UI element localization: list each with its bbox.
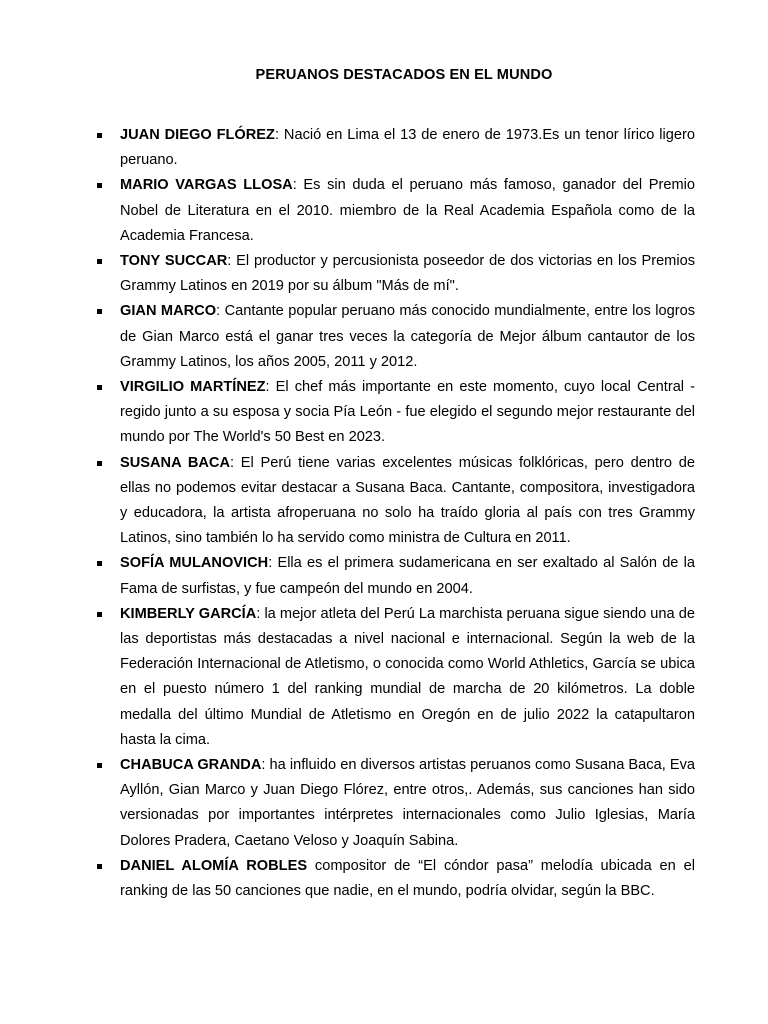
list-item [95,854,695,904]
list-item [95,299,695,375]
person-description: : El Perú tiene varias excelentes músicas folklóricas, pero dentro de ellas no podemos evitar destacar a Susana Baca. Cantante, compositora, investigadora y educadora, la artista afroperuana no solo ha traído gloria al país con tres Grammy Latinos, sino también lo ha servido como ministra de Cultura en 2011. [120,454,696,547]
list-item [95,375,695,451]
person-description: compositor de “El cóndor pasa” melodía ubicada en el ranking de las 50 canciones que nadie, en el mundo, podría olvidar, según la BBC. [120,857,695,900]
person-description: : Nació en Lima el 13 de enero de 1973.Es un tenor lírico ligero peruano. [120,127,696,169]
square-bullet-icon [97,461,102,466]
list-item [95,753,695,854]
square-bullet-icon [97,133,102,138]
list-item [95,123,695,173]
bullet-list [95,123,695,904]
person-name: KIMBERLY GARCÍA [120,605,257,622]
square-bullet-icon [97,309,102,314]
person-name: SUSANA BACA [120,454,230,471]
list-item [95,551,695,601]
list-item [95,602,695,753]
square-bullet-icon [97,612,102,617]
person-name: VIRGILIO MARTÍNEZ [120,379,266,396]
square-bullet-icon [97,259,102,264]
person-name: CHABUCA GRANDA [120,757,262,774]
person-description: : ha influido en diversos artistas peruanos como Susana Baca, Eva Ayllón, Gian Marco y Juan Diego Flórez, entre otros,. Además, sus canciones han sido versionadas por importantes intérpretes internacionales como Julio Iglesias, María Dolores Pradera, Caetano Veloso y Joaquín Sabina. [120,757,695,849]
square-bullet-icon [97,763,102,768]
person-name: JUAN DIEGO FLÓREZ [120,127,275,143]
person-description: : Es sin duda el peruano más famoso, ganador del Premio Nobel de Literatura en el 2010. miembro de la Real Academia Española como de la Academia Francesa. [120,177,695,244]
square-bullet-icon [97,561,102,566]
list-item [95,249,695,299]
list-item [95,173,695,249]
person-description: : Ella es el primera sudamericana en ser exaltado al Salón de la Fama de surfistas, y fue campeón del mundo en 2004. [120,555,695,597]
person-name: DANIEL ALOMÍA ROBLES [120,857,308,874]
square-bullet-icon [97,864,102,869]
document-title: PERUANOS DESTACADOS EN EL MUNDO [255,67,553,83]
person-description: : El chef más importante en este momento, cuyo local Central - regido junto a su esposa y socia Pía León - fue elegido el segundo mejor restaurante del mundo por The World's 50 Best en 2023. [120,379,695,446]
person-name: SOFÍA MULANOVICH [120,555,269,572]
person-description: : Cantante popular peruano más conocido mundialmente, entre los logros de Gian Marco está el ganar tres veces la categoría de Mejor álbum cantautor de los Grammy Latinos, los años 2005, 2011 y 2012. [120,303,695,370]
person-name: GIAN MARCO [120,303,217,320]
square-bullet-icon [97,385,102,390]
person-name: TONY SUCCAR [120,253,228,270]
person-description: : El productor y percusionista poseedor de dos victorias en los Premios Grammy Latinos en 2019 por su álbum "Más de mí". [120,253,695,295]
person-name: MARIO VARGAS LLOSA [120,177,293,194]
person-description: : la mejor atleta del Perú La marchista peruana sigue siendo una de las deportistas más destacadas a nivel nacional e internacional. Según la web de la Federación Internacional de Atletismo, o conocida como World Athletics, García se ubica en el puesto número 1 del ranking mundial de marcha de 20 kilómetros. La doble medalla del último Mundial de Atletismo en Oregón en de julio 2022 la catapultaron hasta la cima. [120,605,695,748]
square-bullet-icon [97,183,102,188]
list-item [95,451,695,552]
